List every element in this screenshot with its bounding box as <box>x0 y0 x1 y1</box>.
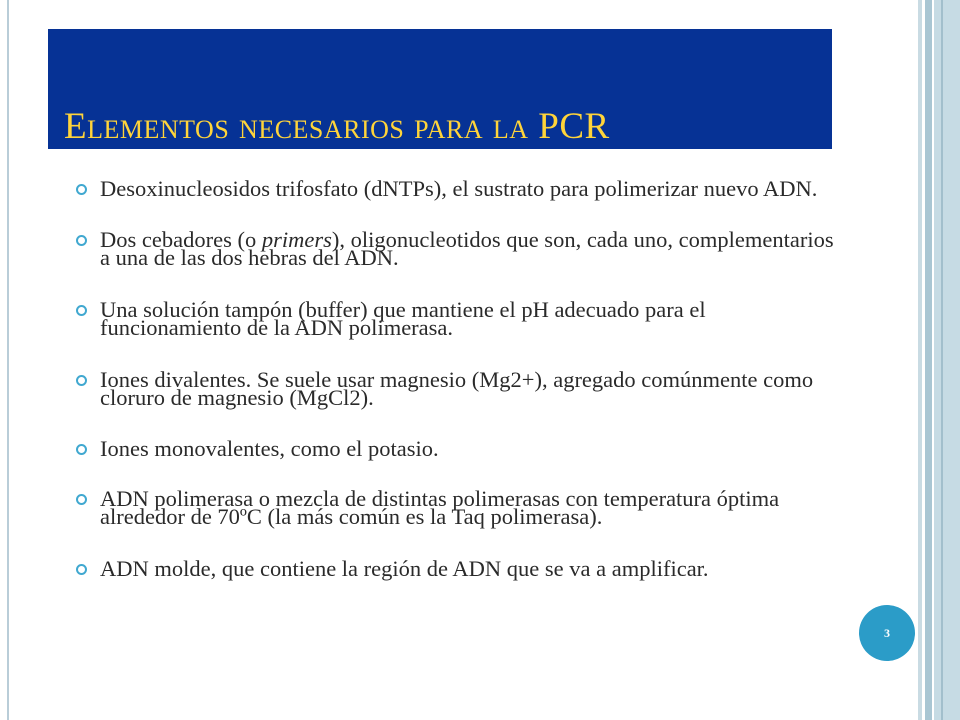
right-decor-stripe <box>918 0 922 720</box>
page-number-badge <box>859 605 915 661</box>
bullet-item <box>76 297 846 340</box>
bullet-item <box>76 176 846 201</box>
bullet-text: Desoxinucleosidos trifosfato (dNTPs), el sustrato para polimerizar nuevo ADN. <box>100 176 818 201</box>
bullet-text: ADN polimerasa o mezcla de distintas polimerasas con temperatura óptima alrededor de 70ºC (la más común es la Taq polimerasa). <box>100 486 780 529</box>
right-decor-stripe <box>925 0 932 720</box>
bullet-text-part: Dos cebadores (o <box>100 227 262 252</box>
title-bar <box>48 29 832 149</box>
circle-bullet-icon <box>76 564 87 575</box>
bullet-item <box>76 556 846 581</box>
page-number: 3 <box>884 625 890 640</box>
circle-bullet-icon <box>76 184 87 195</box>
circle-bullet-icon <box>76 375 87 386</box>
slide-title: Elementos necesarios para la PCR <box>64 106 610 147</box>
circle-bullet-icon <box>76 305 87 316</box>
bullet-list <box>76 176 846 581</box>
bullet-text: Una solución tampón (buffer) que mantiene el pH adecuado para el funcionamiento de la ADN polimerasa. <box>100 297 706 340</box>
bullet-item <box>76 436 846 461</box>
bullet-text-italic: primers <box>261 227 332 252</box>
bullet-text: Iones monovalentes, como el potasio. <box>100 436 439 461</box>
right-decor-stripe <box>941 0 943 720</box>
bullet-text-part: ), oligonucleotidos que son, cada uno, complementarios a una de las dos hebras del ADN. <box>100 227 834 270</box>
bullet-item <box>76 367 846 410</box>
circle-bullet-icon <box>76 444 87 455</box>
left-border-line <box>7 0 9 720</box>
circle-bullet-icon <box>76 494 87 505</box>
right-decor-band <box>934 0 960 720</box>
bullet-item <box>76 227 846 270</box>
bullet-item <box>76 486 846 529</box>
circle-bullet-icon <box>76 235 87 246</box>
bullet-text: Iones divalentes. Se suele usar magnesio (Mg2+), agregado comúnmente como cloruro de magnesio (MgCl2). <box>100 367 814 410</box>
bullet-text: ADN molde, que contiene la región de ADN que se va a amplificar. <box>100 556 709 581</box>
